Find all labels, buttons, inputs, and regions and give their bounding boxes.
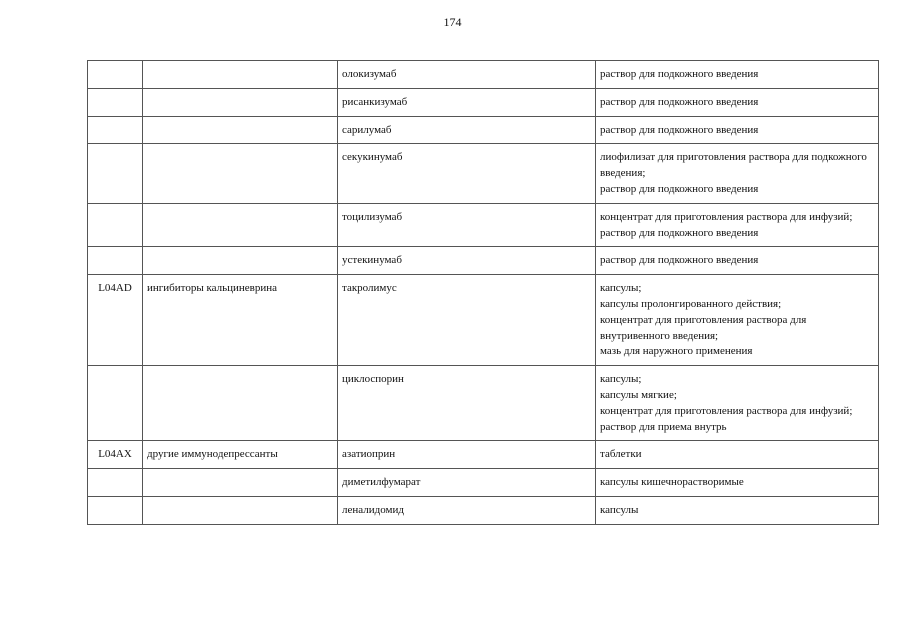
drug-name-cell: азатиоприн: [338, 441, 596, 469]
dosage-form-line: раствор для подкожного введения: [600, 95, 759, 108]
pharmacological-group-cell: другие иммунодепрессанты: [143, 441, 338, 469]
dosage-form-cell: [596, 88, 879, 116]
table-row: [88, 247, 879, 275]
drug-table: [87, 60, 879, 525]
pharmacological-group-cell: [143, 88, 338, 116]
drug-name-cell: олокизумаб: [338, 61, 596, 89]
pharmacological-group-cell: [143, 61, 338, 89]
atc-code-cell: [88, 61, 143, 89]
dosage-form-cell: [596, 469, 879, 497]
dosage-form-cell: [596, 144, 879, 203]
drug-name-cell: тоцилизумаб: [338, 203, 596, 247]
dosage-form-line: капсулы;: [600, 373, 642, 386]
dosage-form-line: концентрат для приготовления раствора для инфузий;: [600, 210, 853, 223]
pharmacological-group-cell: [143, 203, 338, 247]
atc-code-cell: [88, 469, 143, 497]
dosage-form-line: раствор для подкожного введения: [600, 254, 759, 267]
table-row: [88, 144, 879, 203]
table-body: [88, 61, 879, 525]
drug-name-cell: сарилумаб: [338, 116, 596, 144]
table-row: [88, 275, 879, 366]
pharmacological-group-cell: [143, 247, 338, 275]
dosage-form-cell: [596, 441, 879, 469]
drug-name-cell: устекинумаб: [338, 247, 596, 275]
atc-code-cell: [88, 203, 143, 247]
drug-name-cell: леналидомид: [338, 496, 596, 524]
table-row: [88, 496, 879, 524]
table-row: [88, 88, 879, 116]
pharmacological-group-cell: [143, 144, 338, 203]
dosage-form-line: капсулы мягкие;: [600, 388, 677, 401]
pharmacological-group-cell: [143, 366, 338, 441]
drug-name-cell: рисанкизумаб: [338, 88, 596, 116]
dosage-form-line: мазь для наружного применения: [600, 345, 753, 358]
dosage-form-cell: [596, 275, 879, 366]
dosage-form-line: капсулы;: [600, 282, 642, 295]
atc-code-cell: L04AX: [88, 441, 143, 469]
pharmacological-group-cell: [143, 116, 338, 144]
dosage-form-line: раствор для подкожного введения: [600, 226, 759, 239]
atc-code-cell: [88, 247, 143, 275]
drug-name-cell: такролимус: [338, 275, 596, 366]
page-number: 174: [443, 15, 462, 29]
drug-name-cell: секукинумаб: [338, 144, 596, 203]
dosage-form-cell: [596, 61, 879, 89]
atc-code-cell: [88, 366, 143, 441]
atc-code-cell: [88, 144, 143, 203]
atc-code-cell: [88, 88, 143, 116]
dosage-form-cell: [596, 203, 879, 247]
atc-code-cell: [88, 496, 143, 524]
dosage-form-line: раствор для приема внутрь: [600, 420, 727, 433]
drug-name-cell: диметилфумарат: [338, 469, 596, 497]
dosage-form-cell: [596, 247, 879, 275]
table-row: [88, 366, 879, 441]
drug-name-cell: циклоспорин: [338, 366, 596, 441]
pharmacological-group-cell: ингибиторы кальциневрина: [143, 275, 338, 366]
dosage-form-line: раствор для подкожного введения: [600, 68, 759, 80]
dosage-form-line: лиофилизат для приготовления раствора для подкожного введения;: [600, 151, 867, 180]
dosage-form-line: капсулы кишечнорастворимые: [600, 476, 744, 489]
dosage-form-line: капсулы: [600, 503, 639, 516]
dosage-form-line: концентрат для приготовления раствора для внутривенного введения;: [600, 313, 807, 342]
dosage-form-line: раствор для подкожного введения: [600, 123, 759, 136]
dosage-form-cell: [596, 496, 879, 524]
dosage-form-line: капсулы пролонгированного действия;: [600, 297, 782, 310]
dosage-form-line: таблетки: [600, 448, 642, 461]
dosage-form-line: раствор для подкожного введения: [600, 182, 759, 195]
atc-code-cell: L04AD: [88, 275, 143, 366]
table-row: [88, 203, 879, 247]
dosage-form-cell: [596, 116, 879, 144]
table-row: [88, 61, 879, 89]
dosage-form-cell: [596, 366, 879, 441]
pharmacological-group-cell: [143, 469, 338, 497]
table-row: [88, 441, 879, 469]
table-row: [88, 469, 879, 497]
atc-code-cell: [88, 116, 143, 144]
pharmacological-group-cell: [143, 496, 338, 524]
dosage-form-line: концентрат для приготовления раствора для инфузий;: [600, 404, 853, 417]
table-row: [88, 116, 879, 144]
